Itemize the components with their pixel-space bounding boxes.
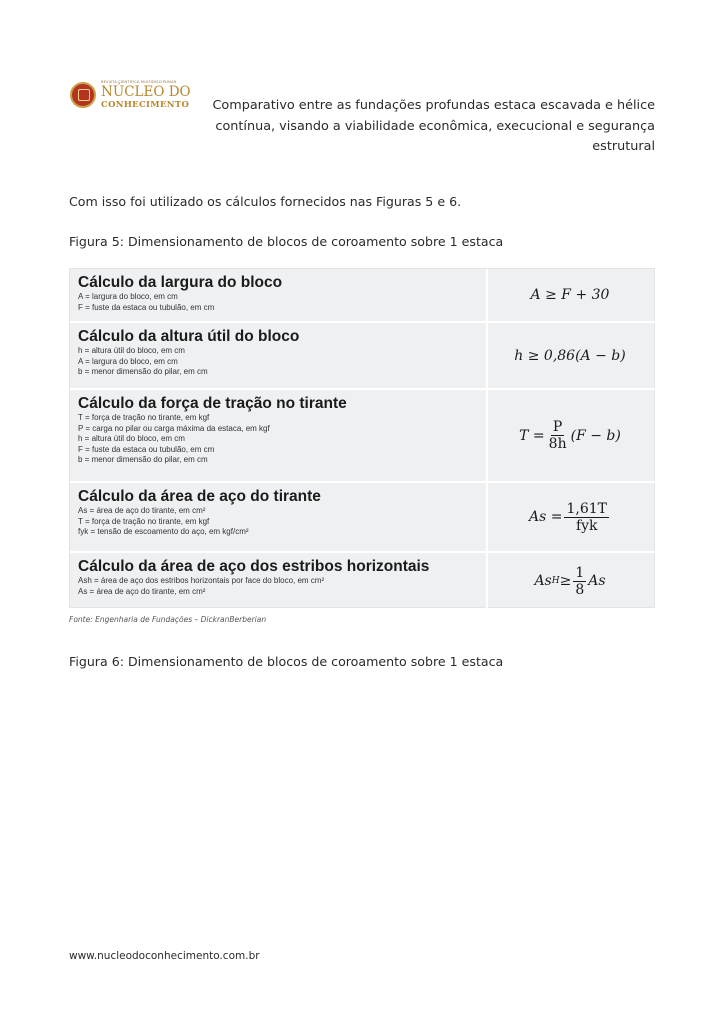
formula-fraction	[564, 501, 609, 534]
calc-formula: A ≥ F + 30	[530, 287, 610, 303]
running-title-line1: Comparativo entre as fundações profundas estaca escavada e hélice	[212, 98, 655, 113]
calc-formula: h ≥ 0,86(A − b)	[514, 347, 626, 364]
calc-row-largura	[70, 269, 656, 323]
calc-definition: As = área de aço do tirante, em cm²	[78, 586, 206, 596]
calc-row-estribos	[70, 553, 656, 609]
calc-definition: Ash = área de aço dos estribos horizontais por face do bloco, em cm²	[78, 576, 325, 585]
journal-logo	[70, 80, 190, 112]
figure5-source-caption: Fonte: Engenharia de Fundações – DickranBerberian	[69, 615, 267, 624]
calc-definition: h = altura útil do bloco, em cm	[78, 434, 185, 443]
logo-small-text: REVISTA CIENTÍFICA MULTIDISCIPLINAR	[101, 80, 177, 84]
calc-title: Cálculo da altura útil do bloco	[78, 328, 300, 345]
fraction-numerator: 1,61T	[566, 500, 607, 517]
formula-lhs: As =	[529, 509, 563, 525]
calc-title: Cálculo da área de aço dos estribos horizontais	[78, 558, 430, 575]
formula-lhs: T =	[519, 427, 545, 444]
calc-definition: P = carga no pilar ou carga máxima da estaca, em kgf	[78, 423, 270, 433]
calc-row-left	[70, 553, 488, 609]
running-title	[185, 96, 655, 158]
intro-paragraph: Com isso foi utilizado os cálculos fornecidos nas Figuras 5 e 6.	[69, 194, 462, 209]
formula-fraction	[547, 419, 569, 452]
book-emblem-icon	[70, 82, 96, 108]
running-title-line3: estrutural	[592, 139, 655, 154]
calc-definition: T = força de tração no tirante, em kgf	[78, 413, 210, 422]
calc-formula	[490, 483, 650, 551]
calc-definition: A = largura do bloco, em cm	[78, 292, 178, 301]
fraction-denominator: 8	[575, 581, 585, 598]
calc-definition: As = área de aço do tirante, em cm²	[78, 506, 206, 515]
calc-title: Cálculo da largura do bloco	[78, 274, 283, 291]
formula-subscript: H	[551, 576, 560, 586]
fraction-denominator: 8h	[548, 436, 567, 452]
figure6-label: Figura 6: Dimensionamento de blocos de coroamento sobre 1 estaca	[69, 654, 504, 669]
calc-definition: F = fuste da estaca ou tubulão, em cm	[78, 302, 215, 312]
logo-main-text: NÚCLEO DO	[101, 84, 191, 100]
formula-fraction	[573, 565, 586, 598]
calc-row-area-aco-tirante	[70, 483, 656, 553]
fraction-numerator: 1	[575, 564, 585, 581]
calc-row-forca-tracao	[70, 390, 656, 483]
footer-url: www.nucleodoconhecimento.com.br	[69, 950, 260, 962]
calc-title: Cálculo da força de tração no tirante	[78, 395, 347, 412]
calc-title: Cálculo da área de aço do tirante	[78, 488, 321, 505]
calc-row-left	[70, 269, 488, 321]
calc-formula	[490, 553, 650, 609]
calc-definition: A = largura do bloco, em cm	[78, 356, 178, 366]
fraction-numerator: P	[552, 419, 563, 435]
figure5-image	[69, 268, 655, 608]
calc-definition: fyk = tensão de escoamento do aço, em kgf/cm²	[78, 527, 249, 536]
formula-operator: ≥	[559, 573, 572, 589]
calc-definition: b = menor dimensão do pilar, em cm	[78, 455, 208, 464]
fraction-denominator: fyk	[575, 517, 598, 534]
calc-row-left	[70, 323, 488, 388]
calc-definition: h = altura útil do bloco, em cm	[78, 346, 185, 355]
formula-rhs: As	[588, 573, 606, 589]
formula-lhs: As	[534, 573, 552, 589]
formula-rhs: (F − b)	[570, 427, 621, 444]
calc-row-left	[70, 390, 488, 481]
calc-definition: F = fuste da estaca ou tubulão, em cm	[78, 444, 215, 454]
calc-definition: b = menor dimensão do pilar, em cm	[78, 367, 208, 376]
figure5-label: Figura 5: Dimensionamento de blocos de coroamento sobre 1 estaca	[69, 234, 504, 249]
logo-sub-text: CONHECIMENTO	[101, 100, 190, 110]
calc-formula	[490, 390, 650, 481]
running-title-line2: contínua, visando a viabilidade econômica, execucional e segurança	[215, 118, 655, 134]
calc-row-altura	[70, 323, 656, 390]
calc-row-left	[70, 483, 488, 551]
calc-definition: T = força de tração no tirante, em kgf	[78, 516, 210, 526]
